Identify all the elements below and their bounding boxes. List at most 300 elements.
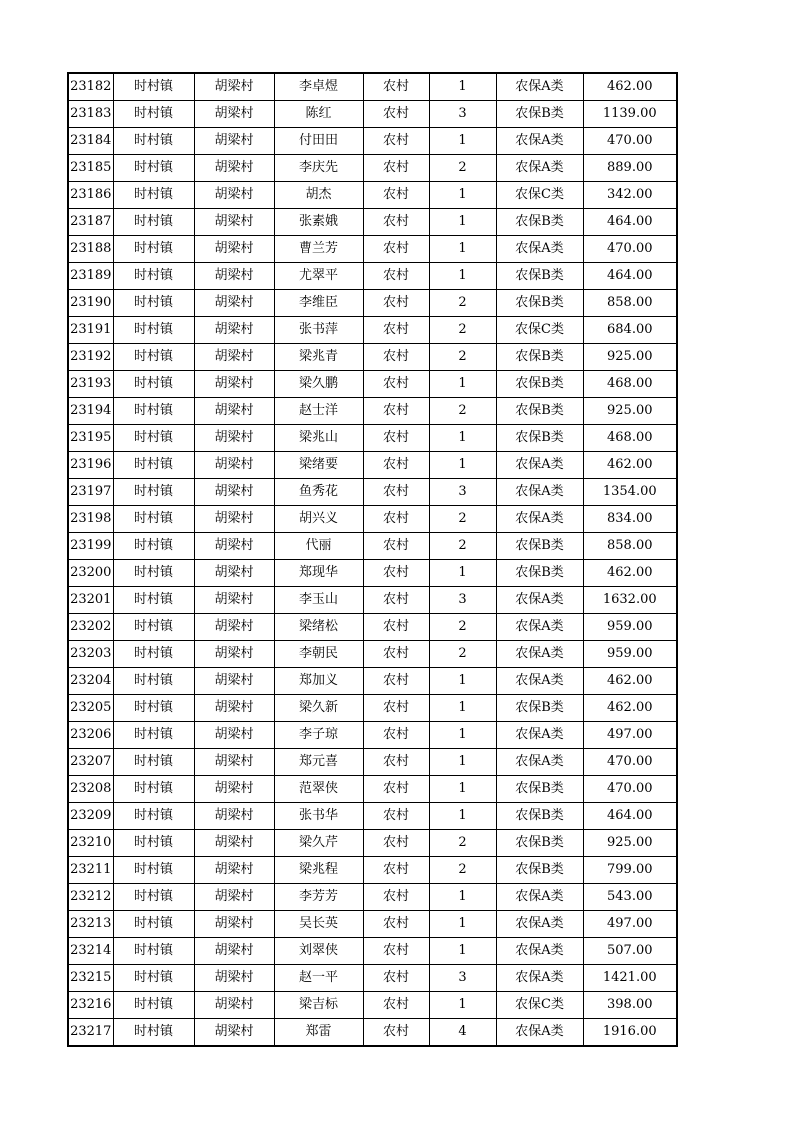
cell-count: 1 bbox=[429, 911, 496, 938]
cell-id: 23207 bbox=[68, 749, 113, 776]
cell-village: 胡梁村 bbox=[194, 587, 274, 614]
cell-category: 农保B类 bbox=[496, 533, 583, 560]
cell-count: 1 bbox=[429, 209, 496, 236]
cell-category: 农保B类 bbox=[496, 101, 583, 128]
cell-name: 胡兴义 bbox=[274, 506, 363, 533]
cell-village: 胡梁村 bbox=[194, 73, 274, 101]
table-row bbox=[68, 425, 677, 452]
cell-type: 农村 bbox=[363, 263, 429, 290]
cell-category: 农保B类 bbox=[496, 398, 583, 425]
cell-type: 农村 bbox=[363, 73, 429, 101]
cell-town: 时村镇 bbox=[113, 155, 194, 182]
cell-name: 李卓煜 bbox=[274, 73, 363, 101]
cell-town: 时村镇 bbox=[113, 587, 194, 614]
table-row bbox=[68, 452, 677, 479]
cell-town: 时村镇 bbox=[113, 398, 194, 425]
cell-category: 农保C类 bbox=[496, 317, 583, 344]
cell-town: 时村镇 bbox=[113, 73, 194, 101]
cell-village: 胡梁村 bbox=[194, 938, 274, 965]
cell-count: 2 bbox=[429, 533, 496, 560]
cell-amount: 470.00 bbox=[583, 776, 677, 803]
cell-name: 鱼秀花 bbox=[274, 479, 363, 506]
table-row bbox=[68, 614, 677, 641]
table-row bbox=[68, 641, 677, 668]
cell-count: 3 bbox=[429, 965, 496, 992]
cell-count: 3 bbox=[429, 479, 496, 506]
table-row bbox=[68, 371, 677, 398]
cell-category: 农保B类 bbox=[496, 830, 583, 857]
cell-count: 1 bbox=[429, 668, 496, 695]
cell-town: 时村镇 bbox=[113, 263, 194, 290]
cell-count: 2 bbox=[429, 290, 496, 317]
cell-category: 农保A类 bbox=[496, 73, 583, 101]
cell-amount: 889.00 bbox=[583, 155, 677, 182]
cell-count: 1 bbox=[429, 776, 496, 803]
cell-village: 胡梁村 bbox=[194, 533, 274, 560]
cell-id: 23202 bbox=[68, 614, 113, 641]
table-row bbox=[68, 317, 677, 344]
table-row bbox=[68, 857, 677, 884]
cell-amount: 462.00 bbox=[583, 73, 677, 101]
cell-type: 农村 bbox=[363, 344, 429, 371]
table-row bbox=[68, 884, 677, 911]
cell-town: 时村镇 bbox=[113, 749, 194, 776]
cell-village: 胡梁村 bbox=[194, 371, 274, 398]
cell-id: 23200 bbox=[68, 560, 113, 587]
cell-town: 时村镇 bbox=[113, 830, 194, 857]
cell-amount: 684.00 bbox=[583, 317, 677, 344]
cell-town: 时村镇 bbox=[113, 803, 194, 830]
cell-amount: 342.00 bbox=[583, 182, 677, 209]
cell-type: 农村 bbox=[363, 452, 429, 479]
cell-count: 1 bbox=[429, 884, 496, 911]
cell-name: 赵士洋 bbox=[274, 398, 363, 425]
cell-id: 23203 bbox=[68, 641, 113, 668]
cell-count: 1 bbox=[429, 695, 496, 722]
cell-name: 李庆先 bbox=[274, 155, 363, 182]
table-row bbox=[68, 101, 677, 128]
cell-count: 2 bbox=[429, 344, 496, 371]
cell-amount: 799.00 bbox=[583, 857, 677, 884]
cell-count: 1 bbox=[429, 992, 496, 1019]
cell-amount: 497.00 bbox=[583, 911, 677, 938]
cell-town: 时村镇 bbox=[113, 1019, 194, 1047]
cell-type: 农村 bbox=[363, 317, 429, 344]
cell-type: 农村 bbox=[363, 479, 429, 506]
cell-amount: 468.00 bbox=[583, 425, 677, 452]
cell-id: 23204 bbox=[68, 668, 113, 695]
cell-type: 农村 bbox=[363, 938, 429, 965]
cell-id: 23210 bbox=[68, 830, 113, 857]
cell-type: 农村 bbox=[363, 641, 429, 668]
table-row bbox=[68, 263, 677, 290]
cell-id: 23182 bbox=[68, 73, 113, 101]
cell-category: 农保C类 bbox=[496, 992, 583, 1019]
cell-name: 梁久芹 bbox=[274, 830, 363, 857]
cell-category: 农保A类 bbox=[496, 884, 583, 911]
cell-village: 胡梁村 bbox=[194, 641, 274, 668]
cell-name: 张书萍 bbox=[274, 317, 363, 344]
cell-type: 农村 bbox=[363, 182, 429, 209]
cell-village: 胡梁村 bbox=[194, 479, 274, 506]
cell-count: 1 bbox=[429, 128, 496, 155]
cell-type: 农村 bbox=[363, 587, 429, 614]
table-row bbox=[68, 344, 677, 371]
cell-id: 23216 bbox=[68, 992, 113, 1019]
cell-amount: 1139.00 bbox=[583, 101, 677, 128]
cell-amount: 507.00 bbox=[583, 938, 677, 965]
cell-amount: 462.00 bbox=[583, 560, 677, 587]
cell-amount: 834.00 bbox=[583, 506, 677, 533]
cell-type: 农村 bbox=[363, 425, 429, 452]
cell-village: 胡梁村 bbox=[194, 155, 274, 182]
cell-category: 农保B类 bbox=[496, 776, 583, 803]
cell-name: 李子琼 bbox=[274, 722, 363, 749]
cell-town: 时村镇 bbox=[113, 992, 194, 1019]
cell-category: 农保A类 bbox=[496, 965, 583, 992]
cell-village: 胡梁村 bbox=[194, 911, 274, 938]
cell-name: 郑加义 bbox=[274, 668, 363, 695]
cell-category: 农保B类 bbox=[496, 371, 583, 398]
cell-id: 23214 bbox=[68, 938, 113, 965]
cell-amount: 925.00 bbox=[583, 344, 677, 371]
cell-id: 23183 bbox=[68, 101, 113, 128]
cell-town: 时村镇 bbox=[113, 911, 194, 938]
cell-id: 23199 bbox=[68, 533, 113, 560]
cell-name: 赵一平 bbox=[274, 965, 363, 992]
cell-id: 23194 bbox=[68, 398, 113, 425]
cell-id: 23188 bbox=[68, 236, 113, 263]
cell-category: 农保A类 bbox=[496, 128, 583, 155]
cell-amount: 543.00 bbox=[583, 884, 677, 911]
cell-type: 农村 bbox=[363, 209, 429, 236]
cell-category: 农保A类 bbox=[496, 911, 583, 938]
cell-id: 23209 bbox=[68, 803, 113, 830]
cell-category: 农保B类 bbox=[496, 857, 583, 884]
cell-category: 农保B类 bbox=[496, 560, 583, 587]
cell-count: 2 bbox=[429, 155, 496, 182]
cell-type: 农村 bbox=[363, 560, 429, 587]
cell-count: 1 bbox=[429, 749, 496, 776]
cell-town: 时村镇 bbox=[113, 668, 194, 695]
table-row bbox=[68, 209, 677, 236]
cell-type: 农村 bbox=[363, 614, 429, 641]
table-row bbox=[68, 128, 677, 155]
cell-id: 23185 bbox=[68, 155, 113, 182]
cell-village: 胡梁村 bbox=[194, 209, 274, 236]
cell-village: 胡梁村 bbox=[194, 236, 274, 263]
cell-town: 时村镇 bbox=[113, 614, 194, 641]
cell-town: 时村镇 bbox=[113, 344, 194, 371]
cell-id: 23198 bbox=[68, 506, 113, 533]
cell-town: 时村镇 bbox=[113, 236, 194, 263]
cell-type: 农村 bbox=[363, 722, 429, 749]
cell-amount: 464.00 bbox=[583, 209, 677, 236]
cell-category: 农保B类 bbox=[496, 263, 583, 290]
cell-count: 1 bbox=[429, 73, 496, 101]
cell-category: 农保A类 bbox=[496, 452, 583, 479]
cell-count: 2 bbox=[429, 317, 496, 344]
cell-id: 23195 bbox=[68, 425, 113, 452]
cell-count: 2 bbox=[429, 830, 496, 857]
table-row bbox=[68, 938, 677, 965]
cell-village: 胡梁村 bbox=[194, 722, 274, 749]
cell-type: 农村 bbox=[363, 398, 429, 425]
cell-town: 时村镇 bbox=[113, 209, 194, 236]
cell-village: 胡梁村 bbox=[194, 1019, 274, 1047]
cell-name: 李维臣 bbox=[274, 290, 363, 317]
cell-type: 农村 bbox=[363, 695, 429, 722]
table-row bbox=[68, 776, 677, 803]
cell-count: 4 bbox=[429, 1019, 496, 1047]
cell-type: 农村 bbox=[363, 236, 429, 263]
cell-category: 农保B类 bbox=[496, 344, 583, 371]
cell-village: 胡梁村 bbox=[194, 830, 274, 857]
cell-amount: 462.00 bbox=[583, 452, 677, 479]
cell-count: 1 bbox=[429, 182, 496, 209]
cell-village: 胡梁村 bbox=[194, 668, 274, 695]
cell-id: 23208 bbox=[68, 776, 113, 803]
table-row bbox=[68, 749, 677, 776]
table-row bbox=[68, 830, 677, 857]
table-row bbox=[68, 587, 677, 614]
cell-type: 农村 bbox=[363, 803, 429, 830]
cell-id: 23217 bbox=[68, 1019, 113, 1047]
cell-village: 胡梁村 bbox=[194, 560, 274, 587]
cell-id: 23193 bbox=[68, 371, 113, 398]
cell-count: 1 bbox=[429, 938, 496, 965]
cell-type: 农村 bbox=[363, 992, 429, 1019]
cell-town: 时村镇 bbox=[113, 128, 194, 155]
cell-town: 时村镇 bbox=[113, 506, 194, 533]
cell-type: 农村 bbox=[363, 749, 429, 776]
cell-id: 23206 bbox=[68, 722, 113, 749]
table-row bbox=[68, 722, 677, 749]
cell-category: 农保A类 bbox=[496, 668, 583, 695]
cell-count: 2 bbox=[429, 398, 496, 425]
cell-village: 胡梁村 bbox=[194, 695, 274, 722]
cell-count: 1 bbox=[429, 803, 496, 830]
cell-count: 1 bbox=[429, 722, 496, 749]
cell-town: 时村镇 bbox=[113, 722, 194, 749]
cell-name: 梁吉标 bbox=[274, 992, 363, 1019]
cell-id: 23189 bbox=[68, 263, 113, 290]
cell-village: 胡梁村 bbox=[194, 803, 274, 830]
cell-amount: 464.00 bbox=[583, 803, 677, 830]
cell-count: 2 bbox=[429, 857, 496, 884]
cell-town: 时村镇 bbox=[113, 776, 194, 803]
cell-type: 农村 bbox=[363, 128, 429, 155]
cell-village: 胡梁村 bbox=[194, 776, 274, 803]
cell-category: 农保A类 bbox=[496, 1019, 583, 1047]
cell-village: 胡梁村 bbox=[194, 614, 274, 641]
cell-count: 1 bbox=[429, 371, 496, 398]
cell-amount: 468.00 bbox=[583, 371, 677, 398]
cell-town: 时村镇 bbox=[113, 641, 194, 668]
cell-name: 张书华 bbox=[274, 803, 363, 830]
cell-category: 农保A类 bbox=[496, 479, 583, 506]
cell-town: 时村镇 bbox=[113, 290, 194, 317]
cell-category: 农保A类 bbox=[496, 749, 583, 776]
cell-name: 尤翠平 bbox=[274, 263, 363, 290]
cell-name: 梁久鹏 bbox=[274, 371, 363, 398]
cell-category: 农保A类 bbox=[496, 155, 583, 182]
cell-town: 时村镇 bbox=[113, 182, 194, 209]
cell-village: 胡梁村 bbox=[194, 506, 274, 533]
cell-name: 吴长英 bbox=[274, 911, 363, 938]
table-row bbox=[68, 911, 677, 938]
cell-category: 农保A类 bbox=[496, 722, 583, 749]
table-row bbox=[68, 506, 677, 533]
cell-village: 胡梁村 bbox=[194, 992, 274, 1019]
cell-name: 代丽 bbox=[274, 533, 363, 560]
cell-count: 2 bbox=[429, 614, 496, 641]
cell-category: 农保A类 bbox=[496, 938, 583, 965]
cell-town: 时村镇 bbox=[113, 371, 194, 398]
cell-name: 李芳芳 bbox=[274, 884, 363, 911]
table-row bbox=[68, 533, 677, 560]
cell-name: 范翠侠 bbox=[274, 776, 363, 803]
cell-village: 胡梁村 bbox=[194, 290, 274, 317]
table-row bbox=[68, 236, 677, 263]
cell-village: 胡梁村 bbox=[194, 344, 274, 371]
cell-category: 农保B类 bbox=[496, 695, 583, 722]
cell-count: 1 bbox=[429, 560, 496, 587]
table-row bbox=[68, 479, 677, 506]
cell-type: 农村 bbox=[363, 857, 429, 884]
cell-category: 农保A类 bbox=[496, 506, 583, 533]
cell-name: 李玉山 bbox=[274, 587, 363, 614]
cell-type: 农村 bbox=[363, 290, 429, 317]
roster-table bbox=[67, 72, 678, 1047]
cell-name: 梁久新 bbox=[274, 695, 363, 722]
cell-village: 胡梁村 bbox=[194, 452, 274, 479]
cell-category: 农保A类 bbox=[496, 614, 583, 641]
cell-type: 农村 bbox=[363, 506, 429, 533]
cell-type: 农村 bbox=[363, 1019, 429, 1047]
cell-amount: 462.00 bbox=[583, 668, 677, 695]
cell-town: 时村镇 bbox=[113, 317, 194, 344]
cell-type: 农村 bbox=[363, 101, 429, 128]
cell-count: 2 bbox=[429, 641, 496, 668]
cell-town: 时村镇 bbox=[113, 938, 194, 965]
cell-id: 23186 bbox=[68, 182, 113, 209]
cell-type: 农村 bbox=[363, 884, 429, 911]
table-row bbox=[68, 1019, 677, 1047]
cell-amount: 925.00 bbox=[583, 830, 677, 857]
cell-amount: 464.00 bbox=[583, 263, 677, 290]
cell-id: 23184 bbox=[68, 128, 113, 155]
cell-count: 2 bbox=[429, 506, 496, 533]
cell-name: 郑雷 bbox=[274, 1019, 363, 1047]
cell-id: 23190 bbox=[68, 290, 113, 317]
cell-type: 农村 bbox=[363, 668, 429, 695]
cell-amount: 1354.00 bbox=[583, 479, 677, 506]
cell-town: 时村镇 bbox=[113, 101, 194, 128]
cell-id: 23191 bbox=[68, 317, 113, 344]
cell-category: 农保C类 bbox=[496, 182, 583, 209]
cell-amount: 470.00 bbox=[583, 128, 677, 155]
cell-village: 胡梁村 bbox=[194, 425, 274, 452]
cell-count: 1 bbox=[429, 263, 496, 290]
cell-type: 农村 bbox=[363, 911, 429, 938]
cell-id: 23205 bbox=[68, 695, 113, 722]
cell-name: 张素娥 bbox=[274, 209, 363, 236]
table-row bbox=[68, 803, 677, 830]
cell-amount: 858.00 bbox=[583, 290, 677, 317]
cell-name: 胡杰 bbox=[274, 182, 363, 209]
cell-amount: 497.00 bbox=[583, 722, 677, 749]
cell-type: 农村 bbox=[363, 533, 429, 560]
cell-village: 胡梁村 bbox=[194, 857, 274, 884]
table-row bbox=[68, 965, 677, 992]
cell-name: 梁兆山 bbox=[274, 425, 363, 452]
cell-town: 时村镇 bbox=[113, 533, 194, 560]
cell-category: 农保B类 bbox=[496, 425, 583, 452]
cell-village: 胡梁村 bbox=[194, 965, 274, 992]
roster-body bbox=[68, 73, 677, 1046]
cell-town: 时村镇 bbox=[113, 965, 194, 992]
table-row bbox=[68, 155, 677, 182]
cell-name: 李朝民 bbox=[274, 641, 363, 668]
cell-village: 胡梁村 bbox=[194, 182, 274, 209]
cell-town: 时村镇 bbox=[113, 452, 194, 479]
cell-town: 时村镇 bbox=[113, 884, 194, 911]
cell-count: 3 bbox=[429, 587, 496, 614]
cell-amount: 1916.00 bbox=[583, 1019, 677, 1047]
table-row bbox=[68, 73, 677, 101]
table-row bbox=[68, 182, 677, 209]
cell-count: 3 bbox=[429, 101, 496, 128]
cell-name: 刘翠侠 bbox=[274, 938, 363, 965]
cell-count: 1 bbox=[429, 452, 496, 479]
cell-village: 胡梁村 bbox=[194, 263, 274, 290]
cell-name: 陈红 bbox=[274, 101, 363, 128]
cell-category: 农保A类 bbox=[496, 587, 583, 614]
cell-amount: 959.00 bbox=[583, 641, 677, 668]
cell-amount: 1421.00 bbox=[583, 965, 677, 992]
cell-name: 曹兰芳 bbox=[274, 236, 363, 263]
cell-type: 农村 bbox=[363, 776, 429, 803]
cell-name: 梁绪松 bbox=[274, 614, 363, 641]
cell-town: 时村镇 bbox=[113, 857, 194, 884]
cell-category: 农保A类 bbox=[496, 641, 583, 668]
cell-id: 23211 bbox=[68, 857, 113, 884]
cell-count: 1 bbox=[429, 236, 496, 263]
cell-name: 梁兆程 bbox=[274, 857, 363, 884]
cell-id: 23213 bbox=[68, 911, 113, 938]
cell-amount: 462.00 bbox=[583, 695, 677, 722]
cell-village: 胡梁村 bbox=[194, 398, 274, 425]
cell-type: 农村 bbox=[363, 965, 429, 992]
cell-category: 农保A类 bbox=[496, 236, 583, 263]
table-row bbox=[68, 695, 677, 722]
cell-amount: 398.00 bbox=[583, 992, 677, 1019]
cell-town: 时村镇 bbox=[113, 425, 194, 452]
cell-id: 23197 bbox=[68, 479, 113, 506]
cell-type: 农村 bbox=[363, 371, 429, 398]
cell-type: 农村 bbox=[363, 155, 429, 182]
cell-village: 胡梁村 bbox=[194, 884, 274, 911]
cell-village: 胡梁村 bbox=[194, 101, 274, 128]
cell-village: 胡梁村 bbox=[194, 317, 274, 344]
cell-name: 付田田 bbox=[274, 128, 363, 155]
table-row bbox=[68, 560, 677, 587]
cell-town: 时村镇 bbox=[113, 695, 194, 722]
cell-name: 梁绪要 bbox=[274, 452, 363, 479]
cell-village: 胡梁村 bbox=[194, 128, 274, 155]
table-row bbox=[68, 992, 677, 1019]
